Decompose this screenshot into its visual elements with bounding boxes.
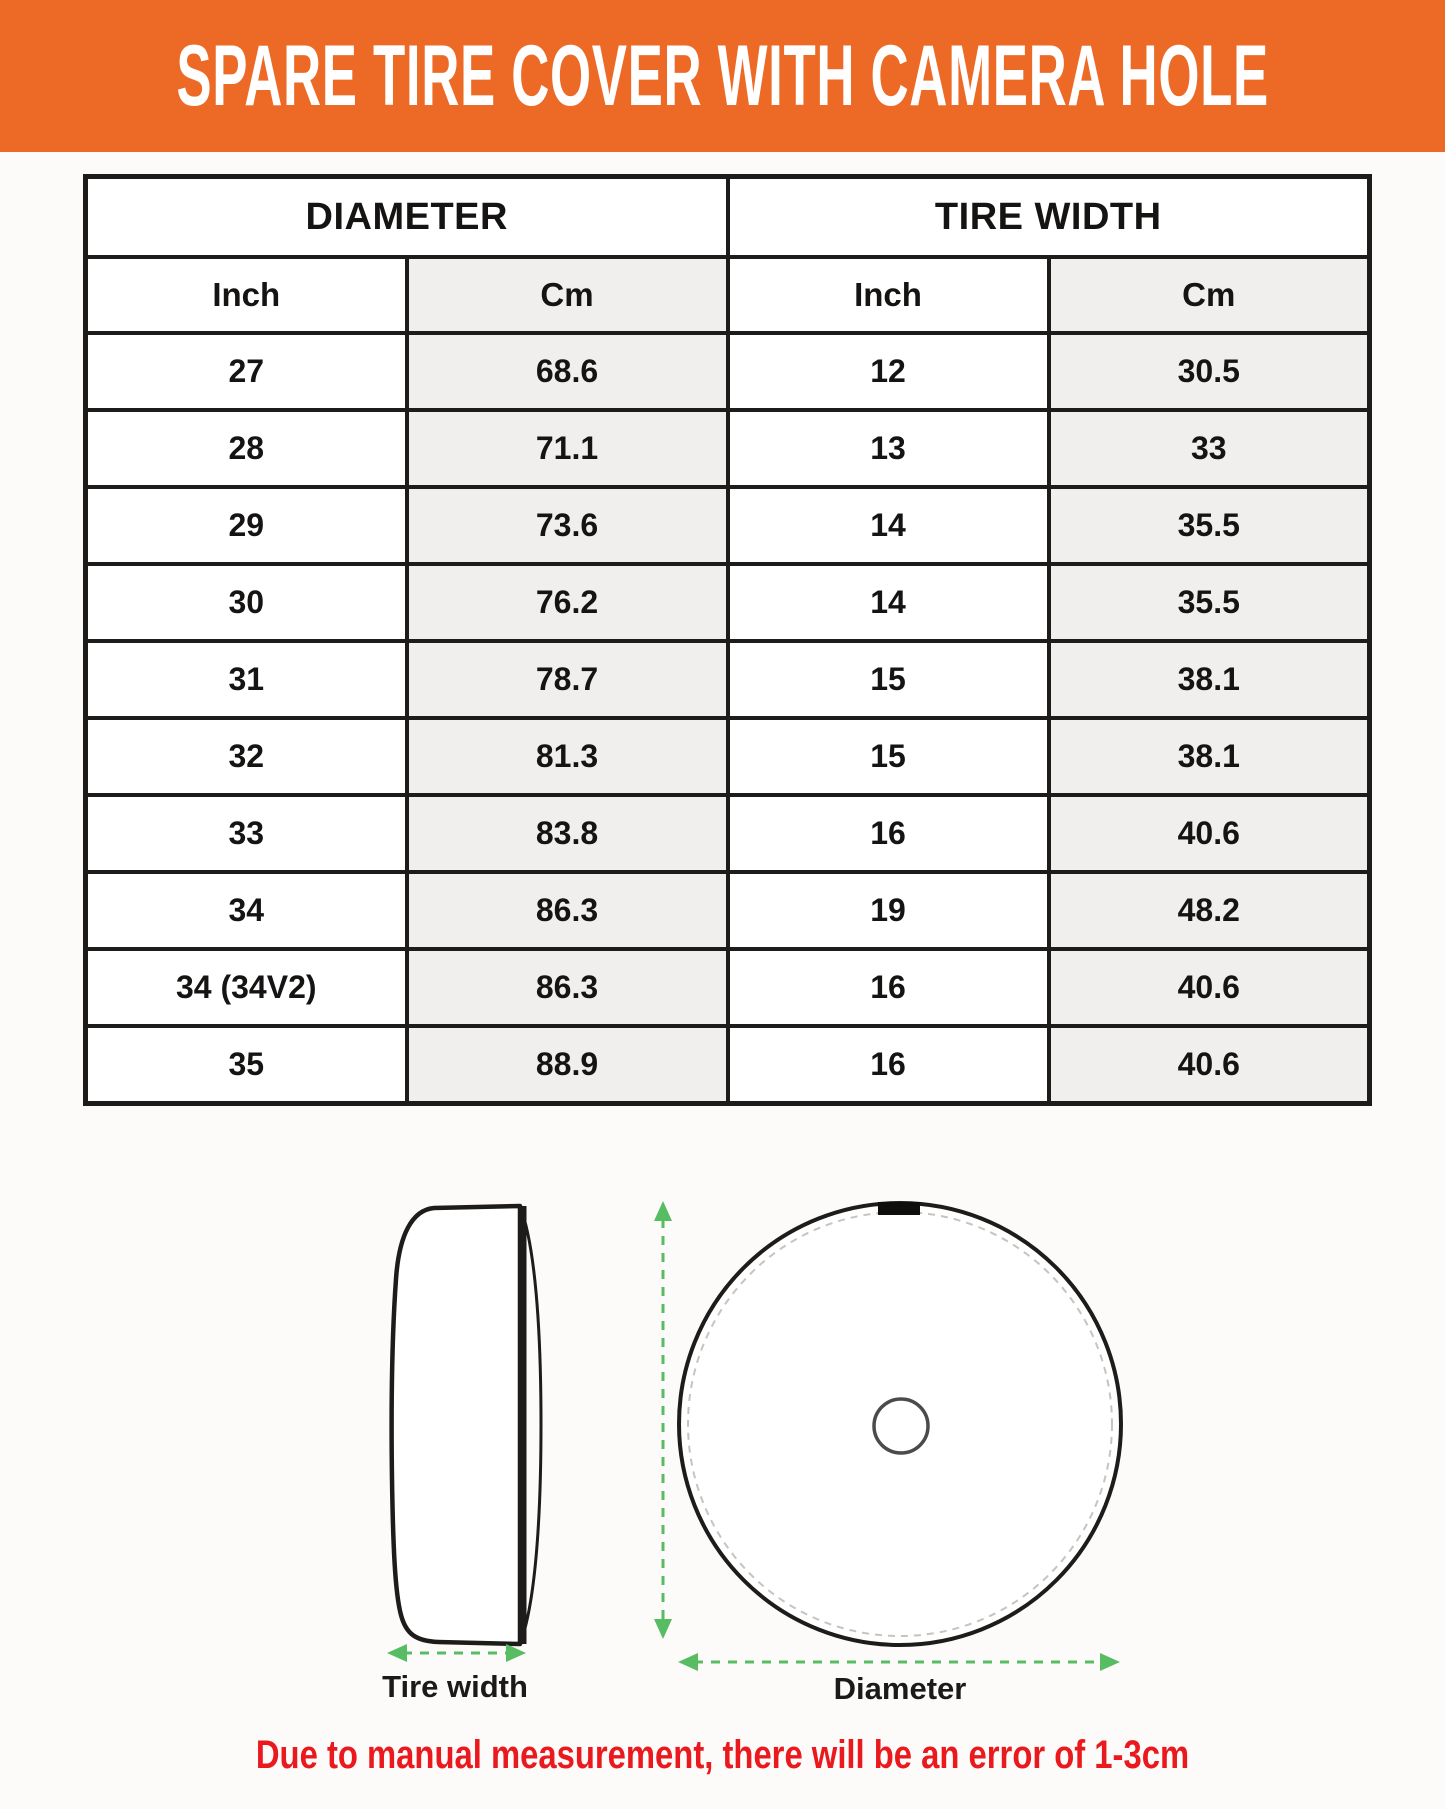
width-cm-cell: 30.5 <box>1049 333 1370 410</box>
width-inch-cell: 15 <box>728 641 1049 718</box>
vertical-measure-arrow-icon <box>654 1201 672 1639</box>
diameter-inch-cell: 33 <box>86 795 407 872</box>
table-row <box>86 333 1370 410</box>
diameter-cm-cell: 73.6 <box>407 487 728 564</box>
diameter-inch-header: Inch <box>86 257 407 333</box>
width-inch-cell: 12 <box>728 333 1049 410</box>
width-inch-cell: 16 <box>728 795 1049 872</box>
table-row <box>86 641 1370 718</box>
diameter-inch-cell: 34 <box>86 872 407 949</box>
table-row <box>86 795 1370 872</box>
tire-side-view-icon <box>392 1206 541 1644</box>
tire-width-group-header: TIRE WIDTH <box>728 177 1370 258</box>
diameter-inch-cell: 34 (34V2) <box>86 949 407 1026</box>
width-inch-cell: 16 <box>728 949 1049 1026</box>
tire-width-label: Tire width <box>382 1669 528 1704</box>
table-unit-header-row <box>86 257 1370 333</box>
width-cm-cell: 38.1 <box>1049 718 1370 795</box>
strap-marker-icon <box>878 1202 920 1215</box>
diameter-cm-cell: 78.7 <box>407 641 728 718</box>
width-inch-header: Inch <box>728 257 1049 333</box>
size-table <box>83 174 1372 1106</box>
width-cm-header: Cm <box>1049 257 1370 333</box>
diameter-inch-cell: 32 <box>86 718 407 795</box>
table-row <box>86 718 1370 795</box>
width-inch-cell: 13 <box>728 410 1049 487</box>
table-group-header-row <box>86 177 1370 258</box>
table-row <box>86 410 1370 487</box>
diameter-cm-cell: 88.9 <box>407 1026 728 1104</box>
page-title: SPARE TIRE COVER WITH CAMERA HOLE <box>176 27 1269 124</box>
width-cm-cell: 40.6 <box>1049 949 1370 1026</box>
diameter-arrow-icon <box>678 1653 1120 1671</box>
width-cm-cell: 48.2 <box>1049 872 1370 949</box>
diameter-cm-cell: 86.3 <box>407 872 728 949</box>
table-row <box>86 487 1370 564</box>
diameter-label: Diameter <box>833 1671 967 1706</box>
tire-width-arrow-icon <box>387 1644 526 1662</box>
diameter-inch-cell: 27 <box>86 333 407 410</box>
diameter-group-header: DIAMETER <box>86 177 728 258</box>
width-inch-cell: 15 <box>728 718 1049 795</box>
width-cm-cell: 33 <box>1049 410 1370 487</box>
diameter-inch-cell: 35 <box>86 1026 407 1104</box>
table-row <box>86 949 1370 1026</box>
width-inch-cell: 16 <box>728 1026 1049 1104</box>
diameter-cm-cell: 81.3 <box>407 718 728 795</box>
measurement-error-note: Due to manual measurement, there will be an error of 1-3cm <box>255 1733 1190 1777</box>
diameter-inch-cell: 31 <box>86 641 407 718</box>
diameter-cm-cell: 86.3 <box>407 949 728 1026</box>
width-cm-cell: 35.5 <box>1049 564 1370 641</box>
diagram-canvas <box>0 1147 1445 1732</box>
table-row <box>86 872 1370 949</box>
diameter-inch-cell: 29 <box>86 487 407 564</box>
diameter-cm-header: Cm <box>407 257 728 333</box>
width-cm-cell: 35.5 <box>1049 487 1370 564</box>
diameter-cm-cell: 68.6 <box>407 333 728 410</box>
table-row <box>86 564 1370 641</box>
width-cm-cell: 40.6 <box>1049 1026 1370 1104</box>
width-cm-cell: 40.6 <box>1049 795 1370 872</box>
table-row <box>86 1026 1370 1104</box>
diameter-inch-cell: 28 <box>86 410 407 487</box>
measurement-diagram <box>0 1147 1445 1732</box>
diameter-cm-cell: 83.8 <box>407 795 728 872</box>
diameter-cm-cell: 76.2 <box>407 564 728 641</box>
tire-front-view-icon <box>679 1202 1121 1645</box>
width-inch-cell: 14 <box>728 487 1049 564</box>
width-inch-cell: 14 <box>728 564 1049 641</box>
title-banner <box>0 0 1445 152</box>
width-cm-cell: 38.1 <box>1049 641 1370 718</box>
diameter-inch-cell: 30 <box>86 564 407 641</box>
width-inch-cell: 19 <box>728 872 1049 949</box>
diameter-cm-cell: 71.1 <box>407 410 728 487</box>
camera-hole-icon <box>874 1399 928 1453</box>
